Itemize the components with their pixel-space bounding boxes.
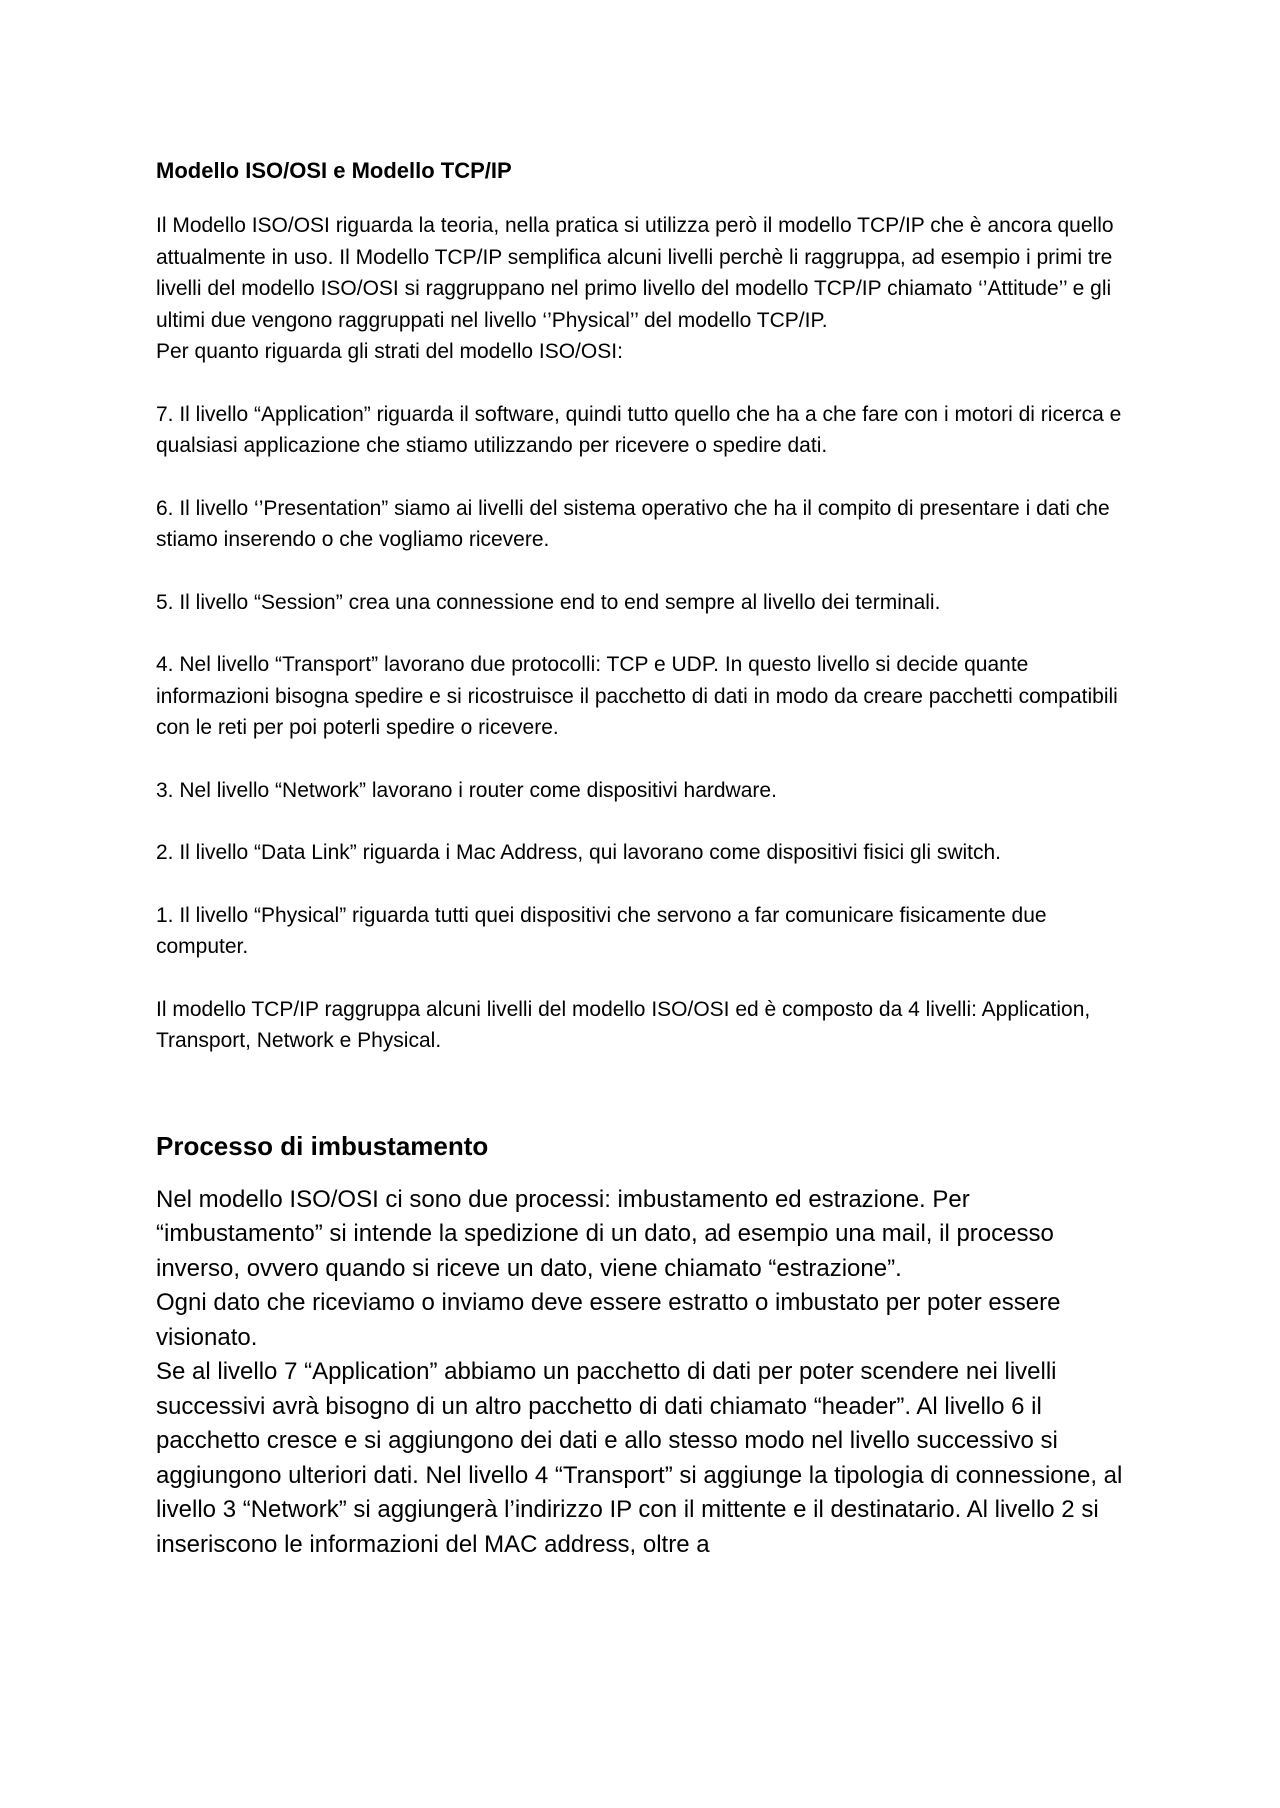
level-7-paragraph: 7. Il livello “Application” riguarda il software, quindi tutto quello che ha a che fare con i motori di ricerca e qualsiasi applicazione che stiamo utilizzando per ricevere o spedire dati.	[156, 402, 1122, 457]
section-heading-iso-osi: Modello ISO/OSI e Modello TCP/IP	[156, 158, 512, 183]
imbustamento-paragraph-1: Nel modello ISO/OSI ci sono due processi: imbustamento ed estrazione. Per “imbustamento” si intende la spedizione di un dato, ad esempio una mail, il processo inverso, ovvero quando si riceve un dato, viene chiamato “estrazione”.	[156, 1185, 1054, 1282]
document-body	[156, 156, 1136, 1562]
closing-paragraph: Il modello TCP/IP raggruppa alcuni livelli del modello ISO/OSI ed è composto da 4 livelli: Application, Transport, Network e Physical.	[156, 997, 1091, 1052]
spacer	[156, 618, 1136, 649]
spacer	[156, 806, 1136, 837]
spacer	[156, 869, 1136, 900]
intro-paragraph: Il Modello ISO/OSI riguarda la teoria, nella pratica si utilizza però il modello TCP/IP che è ancora quello attualmente in uso. Il Modello TCP/IP semplifica alcuni livelli perchè li raggruppa, ad esempio i primi tre livelli del modello ISO/OSI si raggruppano nel primo livello del modello TCP/IP chiamato ‘’Attitude’’ e gli ultimi due vengono raggruppati nel livello ‘’Physical’’ del modello TCP/IP.	[156, 214, 1114, 332]
imbustamento-paragraph-2: Ogni dato che riceviamo o inviamo deve essere estratto o imbustato per poter essere visionato.	[156, 1289, 1061, 1351]
imbustamento-paragraph-3: Se al livello 7 “Application” abbiamo un pacchetto di dati per poter scendere nei livelli successivi avrà bisogno di un altro pacchetto di dati chiamato “header”. Al livello 6 il pacchetto cresce e si aggiungono dei dati e allo stesso modo nel livello successivo si aggiungono ulteriori dati. Nel livello 4 “Transport” si aggiunge la tipologia di connessione, al livello 3 “Network” si aggiungerà l’indirizzo IP con il mittente e il destinatario. Al livello 2 si inseriscono le informazioni del MAC address, oltre a	[156, 1358, 1123, 1558]
intro-paragraph-line: Per quanto riguarda gli strati del modello ISO/OSI:	[156, 340, 623, 363]
spacer	[156, 963, 1136, 994]
spacer	[156, 462, 1136, 493]
section-heading-imbustamento: Processo di imbustamento	[156, 1130, 489, 1161]
level-1-paragraph: 1. Il livello “Physical” riguarda tutti quei dispositivi che servono a far comunicare fisicamente due computer.	[156, 903, 1047, 958]
spacer	[156, 744, 1136, 775]
level-4-paragraph: 4. Nel livello “Transport” lavorano due protocolli: TCP e UDP. In questo livello si decide quante informazioni bisogna spedire e si ricostruisce il pacchetto di dati in modo da creare pacchetti compatibili con le reti per poi poterli spedire o ricevere.	[156, 653, 1118, 739]
spacer	[156, 368, 1136, 399]
level-2-paragraph: 2. Il livello “Data Link” riguarda i Mac Address, qui lavorano come dispositivi fisici gli switch.	[156, 841, 1002, 864]
spacer	[156, 556, 1136, 587]
level-3-paragraph: 3. Nel livello “Network” lavorano i router come dispositivi hardware.	[156, 778, 777, 802]
level-5-paragraph: 5. Il livello “Session” crea una connessione end to end sempre al livello dei terminali.	[156, 590, 941, 614]
level-6-paragraph: 6. Il livello ‘’Presentation” siamo ai livelli del sistema operativo che ha il compito di presentare i dati che stiamo inserendo o che vogliamo ricevere.	[156, 496, 1110, 551]
